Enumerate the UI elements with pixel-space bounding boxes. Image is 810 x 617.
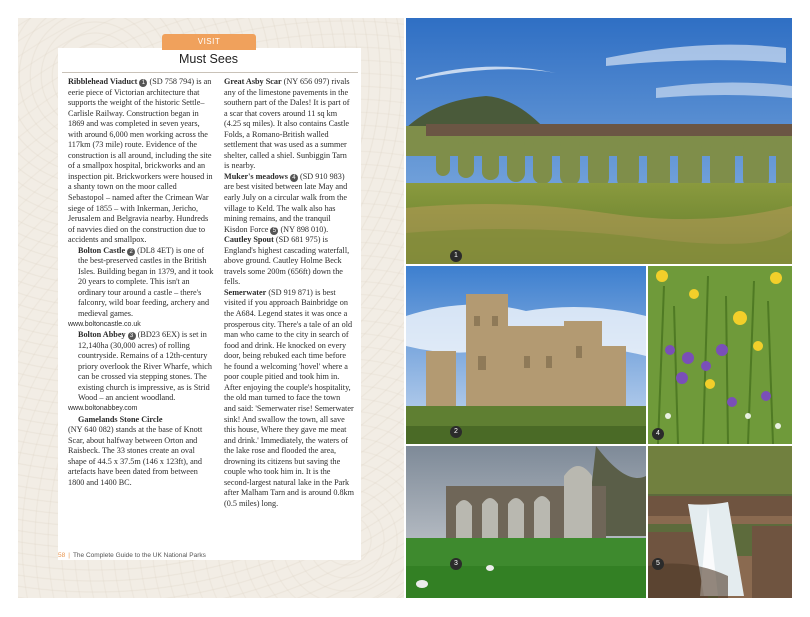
location-number: 3: [128, 332, 136, 340]
entry-text: rivals any of the limestone pavements in the southern part of the Dales! It is part of a scar that covers around 11 sq km (4.25 sq miles). It also contains Castle Folds, a Romano-British walled settlement that was used as a summer shelter, called a shiel. Sunbiggin Tarn is nearby.: [224, 77, 350, 171]
entry-mukers-meadows: [214, 172, 354, 235]
grid-reference: (SD 910 983): [300, 171, 345, 181]
book-title: The Complete Guide to the UK National Parks: [72, 552, 206, 559]
text-column-1: [68, 77, 214, 488]
photo-number-badge: 5: [652, 558, 664, 570]
entry-ribblehead: [68, 77, 214, 246]
photo-mukers-meadows: [648, 266, 792, 444]
entry-heading: Great Asby Scar: [224, 77, 282, 86]
location-number: 5: [270, 227, 278, 235]
location-number: 1: [139, 79, 147, 87]
photo-number-badge: 4: [652, 428, 664, 440]
photo-bolton-castle: [406, 266, 646, 444]
page-footer: [58, 552, 206, 559]
footer-divider: |: [68, 552, 70, 559]
location-number: 2: [127, 248, 135, 256]
location-number: 4: [290, 174, 298, 182]
website-link[interactable]: www.boltoncastle.co.uk: [68, 320, 141, 328]
page-number: 58: [58, 552, 66, 559]
page-title: Must Sees: [178, 52, 239, 66]
photo-number-badge: 3: [450, 558, 462, 570]
visit-tag: VISIT: [162, 34, 256, 50]
entry-heading: Semerwater: [224, 287, 267, 297]
photo-waterfall: [648, 446, 792, 598]
entry-text: is an eerie piece of Victorian architecture that supports the weight of the historic Settle–Carlisle Railway. Construction began in 1869 and was completed in seven years, with around 6,000 men working across the 117km (73 mile) route. Evidence of the construction is all around, including the site of a smallpox hospital, brickworks and an inspection pit. Brickworkers were housed in a shanty town on the moor called Sebastopol – named after the Crimean War siege of 1855 – with Inkerman, Jericho, Jerusalem and Belgravia nearby. Hundreds of navvies died on the construction due to accidents and smallpox.: [68, 77, 213, 245]
entry-heading: Gamelands Stone Circle: [78, 414, 163, 424]
entry-bolton-castle: [68, 246, 214, 320]
grid-reference: (SD 681 975): [275, 235, 321, 245]
grid-reference: (SD 758 794): [149, 77, 195, 86]
entry-semerwater: [214, 288, 354, 509]
entry-heading: Muker's meadows: [224, 171, 288, 181]
grid-reference: (DL8 4ET): [137, 245, 174, 255]
entry-great-asby: [214, 77, 354, 172]
entry-gamelands: [68, 415, 214, 489]
entry-text: is England's highest cascading waterfall, above ground. Cautley Holme Beck travels some 200m (656ft) down the fells.: [224, 235, 350, 287]
photo-ribblehead-viaduct: [406, 18, 792, 264]
website-link[interactable]: www.boltonabbey.com: [68, 404, 138, 412]
entry-text: (NY 640 082) stands at the base of Knott Scar, about halfway between Orton and Raisbeck. The 33 stones create an oval shape of 44.5 x 37.5m (146 x 123ft), and artefacts have been dated from between 1800 and 1400 BC.: [68, 425, 203, 487]
entry-cautley-spout: [214, 235, 354, 288]
photo-bolton-abbey: [406, 446, 646, 598]
photo-number-badge: 2: [450, 426, 462, 438]
entry-heading: Ribblehead Viaduct: [68, 77, 138, 86]
photo-number-badge: 1: [450, 250, 462, 262]
entry-text: is one of the best-preserved castles in the British Isles. Building began in 1379, and it took 20 years to complete. This isn't an ordinary tour around a castle – there's falconry, wild boar feeding, archery and medieval games.: [78, 245, 214, 319]
grid-reference: (NY 898 010).: [280, 224, 329, 234]
entry-text: are best visited between late May and early July on a circular walk from the village to Keld. The walk also has mining remains, and the tranquil Kisdon Force: [224, 182, 348, 234]
entry-heading: Bolton Castle: [78, 245, 126, 255]
grid-reference: (BD23 6EX): [137, 330, 180, 340]
title-divider: [62, 72, 358, 73]
text-column-2: [214, 77, 354, 509]
entry-text: is best visited if you approach Bainbridge on the A684. Legend states it was once a prosperous city. There's a tale of an old man who came to the city in search of food and drink. He knocked on every door, being rebuked each time before he found a welcoming 'hovel' where a poor couple pitied and took him in. After enjoying the couple's hospitality, the old man turned to face the town and said: 'Semerwater rise! Semerwater sink! And swallow the town, all save this house, Where they gave me meat and drink.' Immediately, the waters of the lake rose and flooded the area, drowning its citizens but saving the couple who took him in. It is the second-largest natural lake in the Park after Malham Tarn and is around 0.8km (0.5 miles) long.: [224, 287, 355, 508]
entry-text: is set in 12,140ha (30,000 acres) of rolling countryside. Remains of a 12th-century priory overlook the River Wharfe, which can be crossed via stepping stones. The existing church is impressive, as is Strid Wood – an ancient woodland.: [78, 330, 212, 403]
grid-reference: (SD 919 871): [268, 287, 313, 297]
grid-reference: (NY 656 097): [283, 77, 330, 86]
entry-heading: Bolton Abbey: [78, 330, 126, 340]
entry-bolton-abbey: [68, 330, 214, 404]
entry-heading: Cautley Spout: [224, 235, 274, 245]
